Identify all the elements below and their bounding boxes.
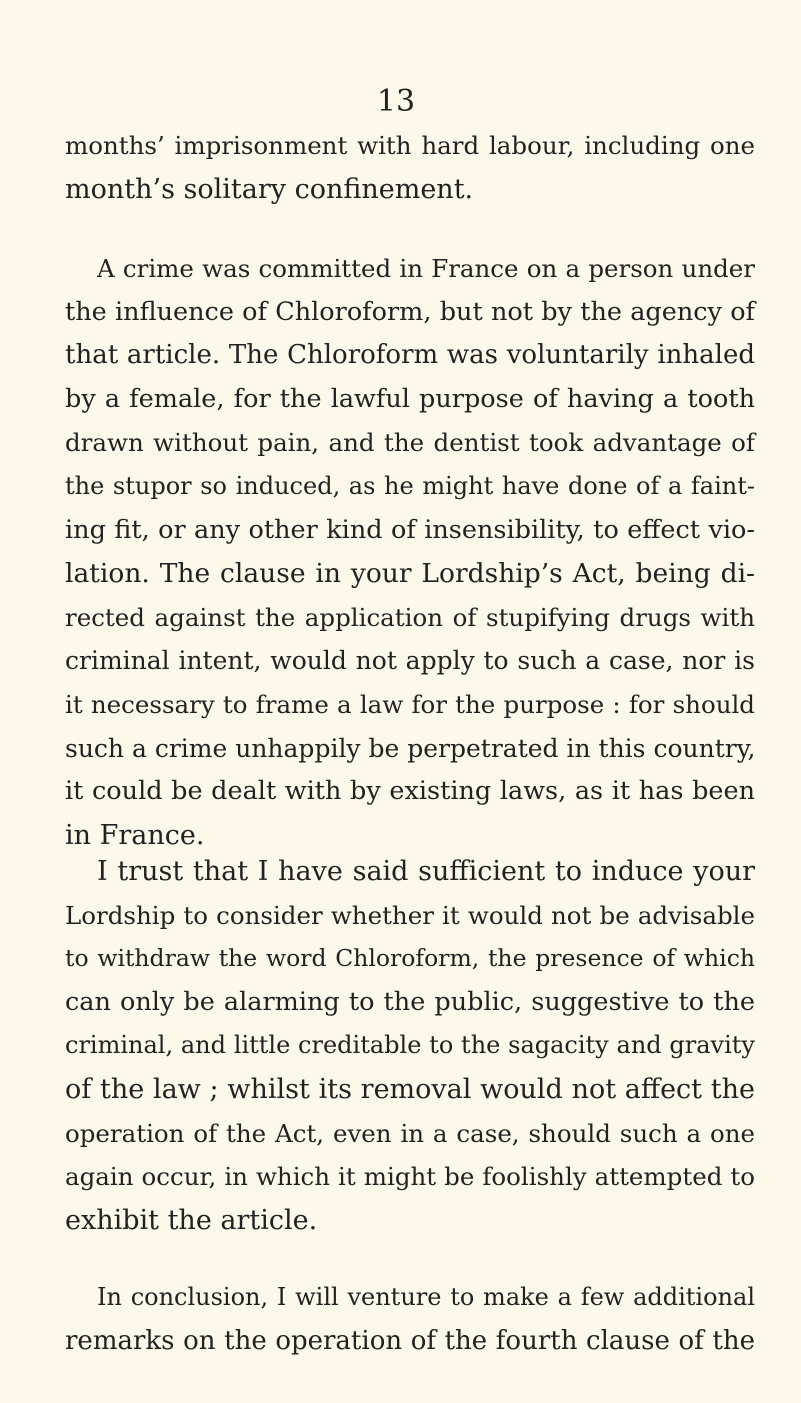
text-line: it could be dealt with by existing laws, as it has been — [65, 776, 755, 807]
text-line: to withdraw the word Chloroform, the presence of which — [65, 944, 755, 973]
paragraph-2 — [65, 247, 755, 857]
text-line: Lordship to consider whether it would not be advisable — [65, 900, 755, 930]
text-line: it necessary to frame a law for the purpose : for should — [65, 689, 755, 719]
text-line: months’ imprisonment with hard labour, including one — [65, 131, 755, 160]
text-line: the stupor so induced, as he might have done of a faint- — [65, 471, 755, 500]
text-line: lation. The clause in your Lordship’s Act, being di- — [65, 558, 755, 590]
text-line: rected against the application of stupifying drugs with — [65, 602, 755, 632]
text-line: I trust that I have said sufficient to induce your — [97, 856, 755, 887]
text-line: again occur, in which it might be foolishly attempted to — [65, 1162, 755, 1192]
text-line: can only be alarming to the public, suggestive to the — [65, 986, 755, 1017]
text-line: month’s solitary confinement. — [65, 173, 474, 205]
text-line: that article. The Chloroform was voluntarily inhaled — [65, 340, 755, 371]
text-line: the influence of Chloroform, but not by the agency of — [65, 296, 755, 327]
text-line: criminal intent, would not apply to such a case, nor is — [65, 646, 755, 676]
paragraph-3 — [65, 850, 755, 1242]
text-line: in France. — [65, 819, 205, 851]
text-line: criminal, and little creditable to the sagacity and gravity — [65, 1031, 755, 1060]
text-line: such a crime unhappily be perpetrated in this country, — [65, 733, 756, 763]
text-line: of the law ; whilst its removal would not affect the — [65, 1073, 755, 1105]
text-line: In conclusion, I will venture to make a few additional — [97, 1283, 755, 1311]
paragraph-4 — [65, 1276, 755, 1363]
text-line: by a female, for the lawful purpose of having a tooth — [65, 383, 755, 414]
paragraph-1 — [65, 124, 755, 211]
text-line: remarks on the operation of the fourth clause of the — [65, 1325, 755, 1356]
text-line: ing fit, or any other kind of insensibility, to effect vio- — [65, 514, 755, 545]
text-line: drawn without pain, and the dentist took advantage of — [65, 428, 755, 458]
text-line: A crime was committed in France on a person under — [97, 254, 755, 283]
page-number: 13 — [376, 84, 416, 119]
text-line: exhibit the article. — [65, 1204, 318, 1236]
text-line: operation of the Act, even in a case, should such a one — [65, 1118, 755, 1148]
